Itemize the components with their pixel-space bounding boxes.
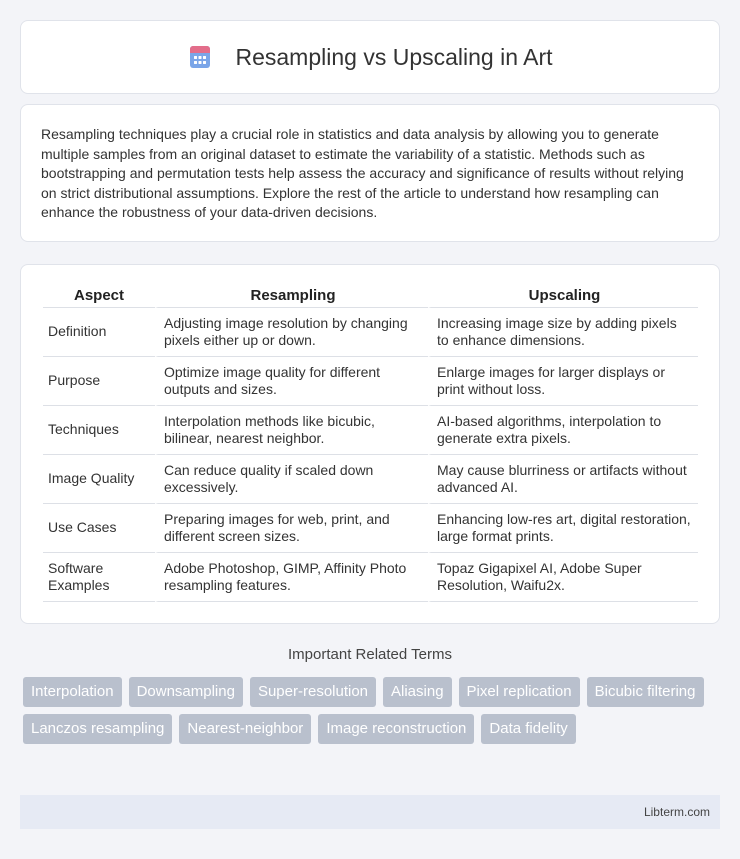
cell-aspect: Use Cases: [43, 504, 155, 553]
table-row: [43, 553, 698, 602]
table-row: [43, 357, 698, 406]
header-card: [20, 20, 720, 94]
tag-nearest-neighbor[interactable]: Nearest-neighbor: [179, 714, 311, 744]
cell-upscaling: Enhancing low-res art, digital restoration, large format prints.: [428, 504, 698, 553]
cell-aspect: Software Examples: [43, 553, 155, 602]
table-row: [43, 504, 698, 553]
cell-aspect: Definition: [43, 308, 155, 357]
related-terms-list: [23, 677, 713, 744]
header-aspect: Aspect: [43, 283, 155, 308]
cell-resampling: Can reduce quality if scaled down excessively.: [155, 455, 428, 504]
tag-data-fidelity[interactable]: Data fidelity: [481, 714, 575, 744]
cell-upscaling: Increasing image size by adding pixels to enhance dimensions.: [428, 308, 698, 357]
footer-brand-link[interactable]: Libterm.com: [643, 805, 710, 819]
comparison-table: [43, 283, 698, 602]
table-row: [43, 455, 698, 504]
intro-paragraph: Resampling techniques play a crucial role in statistics and data analysis by allowing you to generate multiple samples from an original dataset to estimate the variability of a statistic. Methods such as bootstrapping and permutation tests help assess the accuracy and significance of results without relying on strict distributional assumptions. Explore the rest of the article to understand how resampling can enhance the robustness of your data-driven decisions.: [41, 126, 684, 221]
intro-card: [20, 104, 720, 242]
page-title: Resampling vs Upscaling in Art: [235, 43, 553, 70]
cell-aspect: Techniques: [43, 406, 155, 455]
calculator-icon: [187, 44, 213, 70]
cell-resampling: Adobe Photoshop, GIMP, Affinity Photo resampling features.: [155, 553, 428, 602]
tag-bicubic-filtering[interactable]: Bicubic filtering: [587, 677, 704, 707]
cell-resampling: Preparing images for web, print, and different screen sizes.: [155, 504, 428, 553]
cell-upscaling: Enlarge images for larger displays or print without loss.: [428, 357, 698, 406]
tag-pixel-replication[interactable]: Pixel replication: [459, 677, 580, 707]
cell-upscaling: AI-based algorithms, interpolation to generate extra pixels.: [428, 406, 698, 455]
comparison-table-card: [20, 264, 720, 624]
related-terms-title: Important Related Terms: [288, 646, 452, 663]
tag-interpolation[interactable]: Interpolation: [23, 677, 122, 707]
tag-downsampling[interactable]: Downsampling: [129, 677, 243, 707]
tag-image-reconstruction[interactable]: Image reconstruction: [318, 714, 474, 744]
table-header-row: [43, 283, 698, 308]
cell-resampling: Adjusting image resolution by changing pixels either up or down.: [155, 308, 428, 357]
header-upscaling: Upscaling: [428, 283, 698, 308]
table-row: [43, 308, 698, 357]
cell-upscaling: May cause blurriness or artifacts without advanced AI.: [428, 455, 698, 504]
tag-super-resolution[interactable]: Super-resolution: [250, 677, 376, 707]
footer: [20, 795, 720, 829]
cell-aspect: Image Quality: [43, 455, 155, 504]
tag-lanczos-resampling[interactable]: Lanczos resampling: [23, 714, 172, 744]
cell-aspect: Purpose: [43, 357, 155, 406]
tag-aliasing[interactable]: Aliasing: [383, 677, 452, 707]
table-row: [43, 406, 698, 455]
header-resampling: Resampling: [155, 283, 428, 308]
cell-resampling: Optimize image quality for different outputs and sizes.: [155, 357, 428, 406]
cell-resampling: Interpolation methods like bicubic, bilinear, nearest neighbor.: [155, 406, 428, 455]
cell-upscaling: Topaz Gigapixel AI, Adobe Super Resolution, Waifu2x.: [428, 553, 698, 602]
